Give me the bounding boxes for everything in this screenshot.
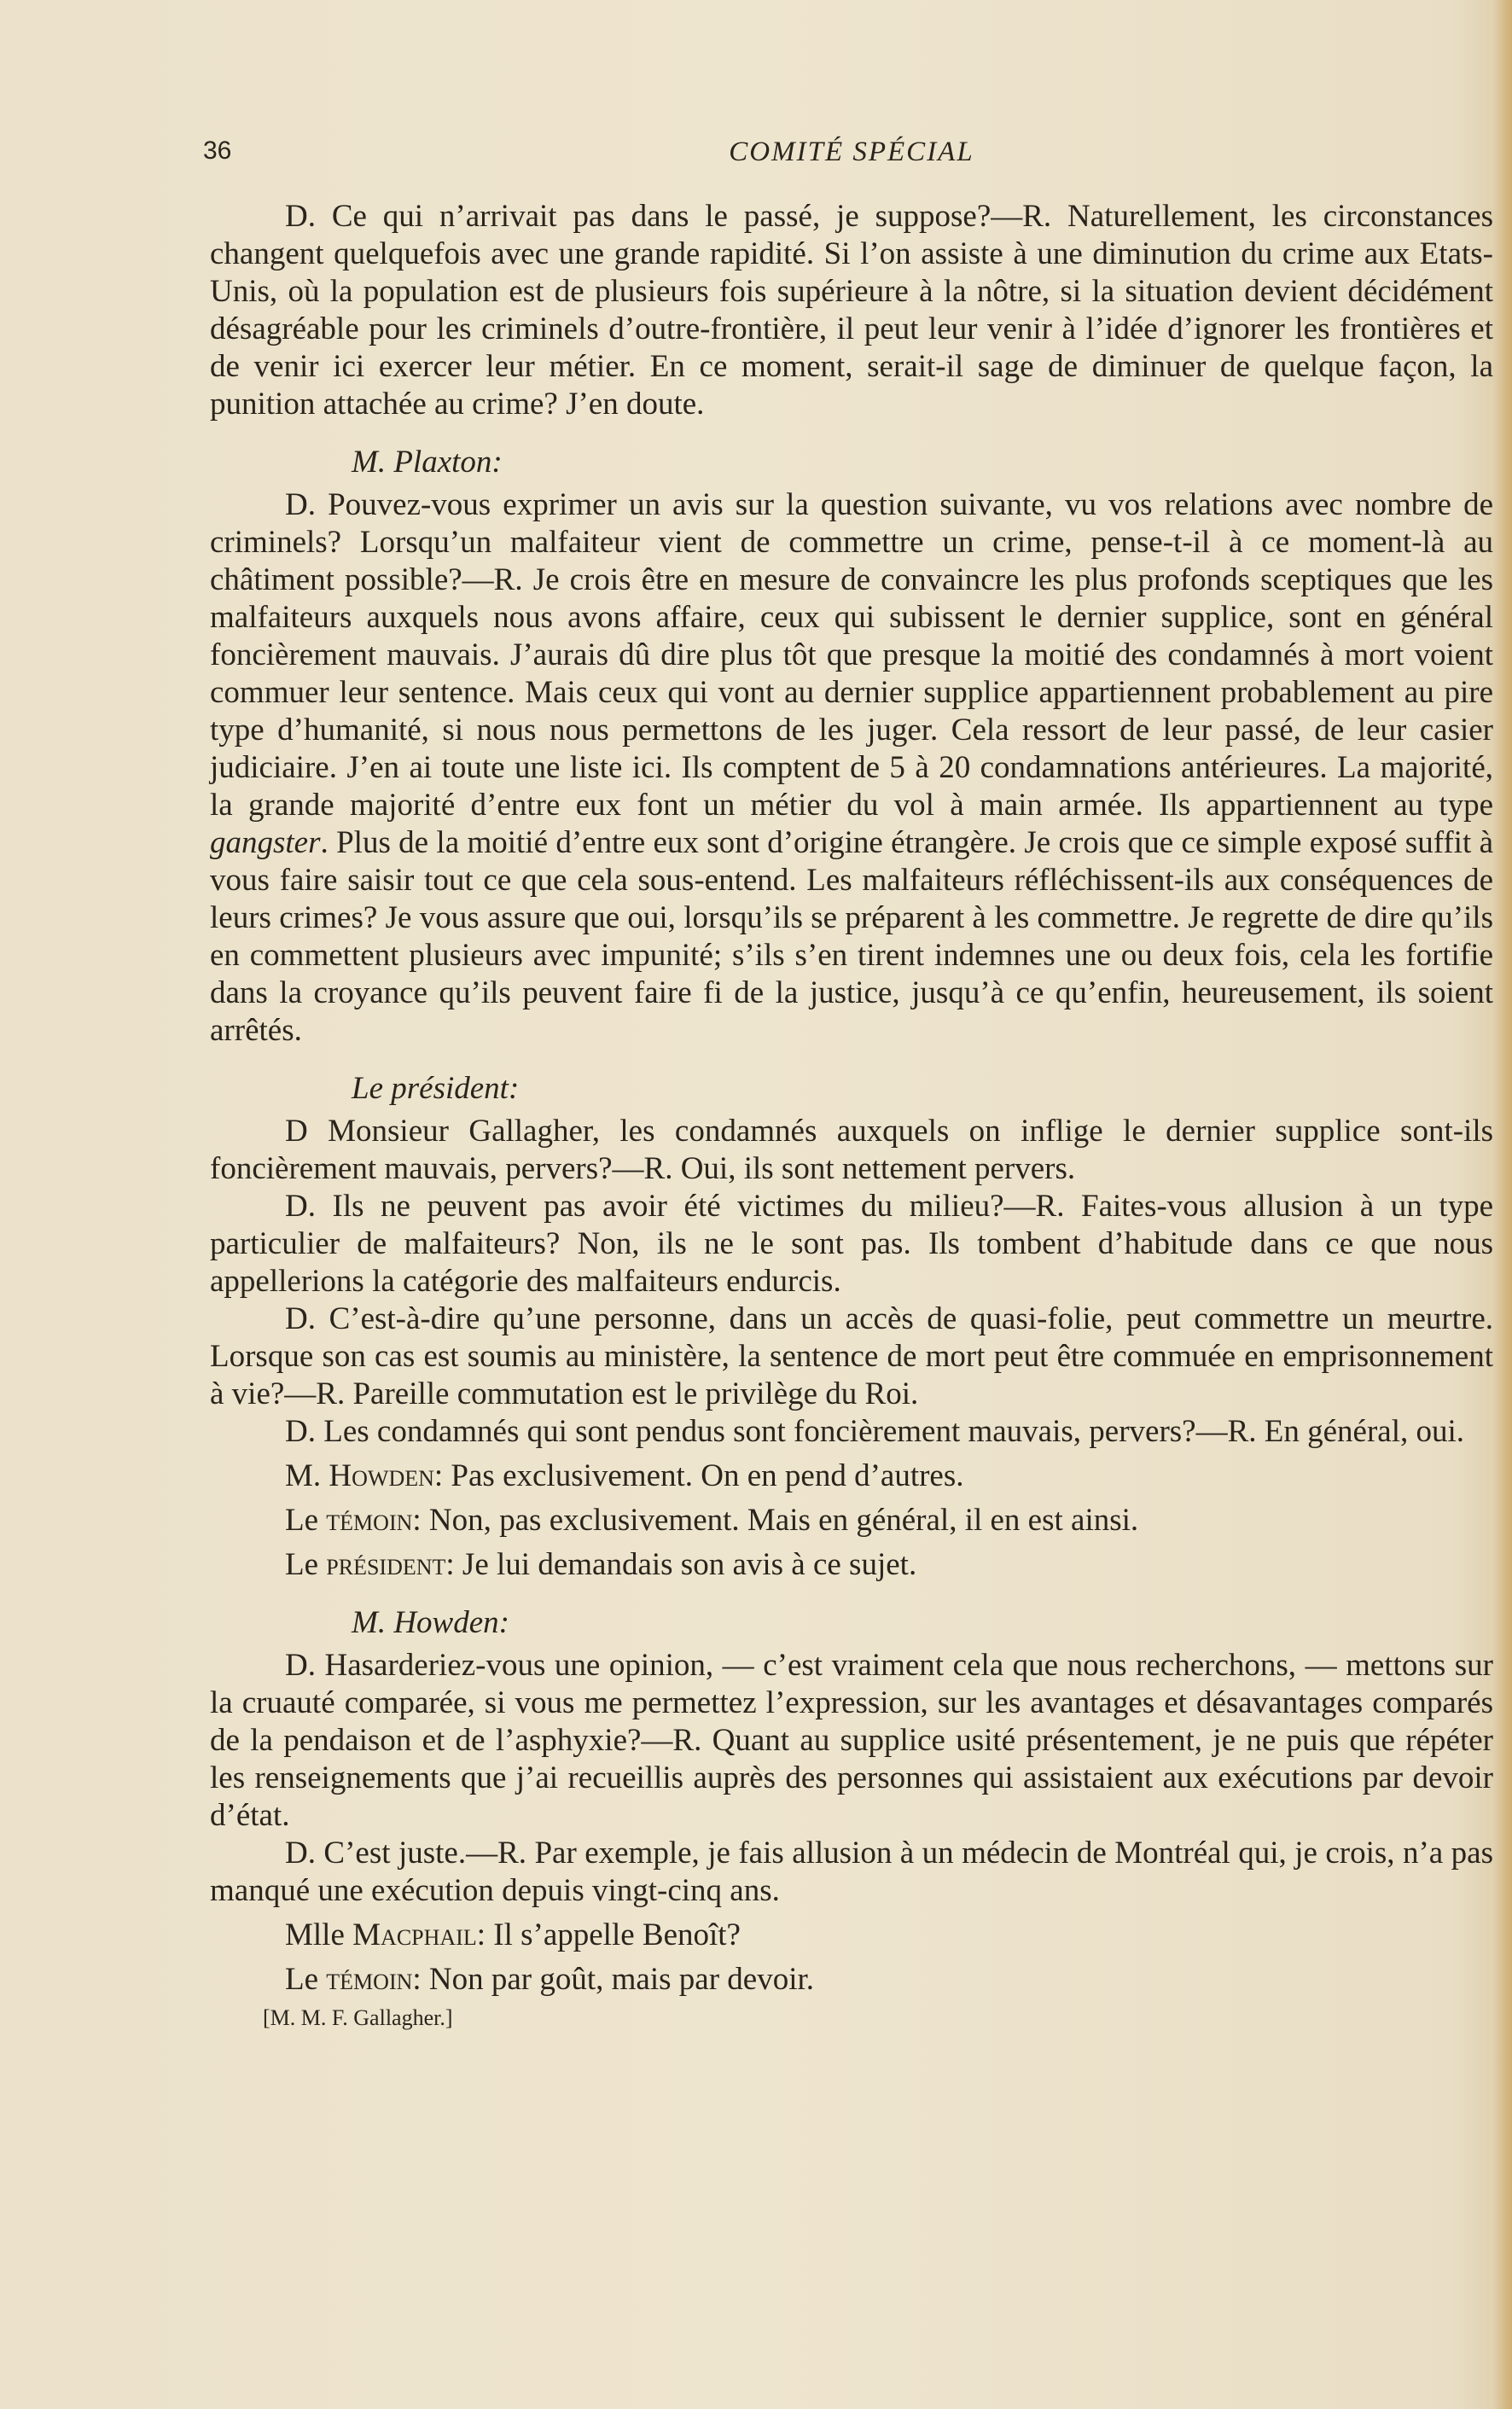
statement-macphail-prefix: Mlle [285,1917,353,1952]
statement-president [210,1546,1493,1584]
running-title: COMITÉ SPÉCIAL [729,137,974,167]
paragraph-2-text-end: . Plus de la moitié d’entre eux sont d’origine étrangère. Je crois que ce simple exposé suffit à vous faire saisir tout ce que cela sous-entend. Les malfaiteurs réfléchissent-ils aux conséquences de leurs crimes? Je vous assure que oui, lorsqu’ils se préparent à les commettre. Je regrette de dire qu’ils en commettent plusieurs avec impunité; s’ils s’en tirent indemnes une ou deux fois, cela les fortifie dans la croyance qu’ils peuvent faire fi de la justice, jusqu’à ce qu’enfin, heureusement, ils soient arrêtés. [210,825,1493,1048]
statement-temoin-1-prefix: Le [285,1503,327,1538]
paragraph-8: D. C’est juste.—R. Par exemple, je fais allusion à un médecin de Montréal qui, je crois, n’a pas manqué une exécution depuis vingt-cinq ans. [210,1836,1493,1908]
statement-president-text: : Je lui demandais son avis à ce sujet. [445,1547,917,1582]
statement-howden-text: : Pas exclusivement. On en pend d’autres. [433,1458,964,1493]
page-edge-shadow [1493,0,1512,2409]
statement-macphail [210,1917,1493,1954]
paragraph-2 [210,486,1493,1050]
statement-howden-speaker: Howden [329,1458,434,1493]
statement-temoin-2 [210,1961,1493,1999]
statement-howden [210,1458,1493,1495]
paragraph-5: D. C’est-à-dire qu’une personne, dans un accès de quasi-folie, peut commettre un meurtre. Lorsque son cas est soumis au ministère, la sentence de mort peut être commuée en emprisonnement à vie?—R. Pareille commutation est le privilège du Roi. [210,1301,1493,1411]
paragraph-1: D. Ce qui n’arrivait pas dans le passé, je suppose?—R. Naturellement, les circonstances changent quelquefois avec une grande rapidité. Si l’on assiste à une diminution du crime aux Etats-Unis, où la population est de plusieurs fois supérieure à la nôtre, si la situation devient décidément désagréable pour les criminels d’outre-frontière, il peut leur venir à l’idée d’ignorer les frontières et de venir ici exercer leur métier. En ce moment, serait-il sage de diminuer de quelque façon, la punition attachée au crime? J’en doute. [210,199,1493,422]
statement-temoin-2-speaker: témoin [326,1962,413,1997]
speaker-heading-president: Le président: [352,1071,520,1106]
paragraph-2-text: D. Pouvez-vous exprimer un avis sur la question suivante, vu vos relations avec nombre de criminels? Lorsqu’un malfaiteur vient de commettre un crime, pense-t-il à ce moment-là au châtiment possible?—R. Je crois être en mesure de convaincre les plus profonds sceptiques que les malfaiteurs auxquels nous avons affaire, ceux qui subissent le dernier supplice, sont en général foncièrement mauvais. J’aurais dû dire plus tôt que presque la moitié des condamnés à mort voient commuer leur sentence. Mais ceux qui vont au dernier supplice appartiennent probablement au pire type d’humanité, si nous nous permettons de les juger. Cela ressort de leur passé, de leur casier judiciaire. J’en ai toute une liste ici. Ils comptent de 5 à 20 condamnations antérieures. La majorité, la grande majorité d’entre eux font un métier du vol à main armée. Ils appartiennent au type [210,487,1493,823]
paragraph-7: D. Hasarderiez-vous une opinion, — c’est vraiment cela que nous recherchons, — mettons sur la cruauté comparée, si vous me permettez l’expression, sur les avantages et désavantages comparés de la pendaison et de l’asphyxie?—R. Quant au supplice usité présentement, je ne puis que répéter les renseignements que j’ai recueillis auprès des personnes qui assistaient aux exécutions par devoir d’état. [210,1648,1493,1833]
statement-temoin-2-text: : Non par goût, mais par devoir. [412,1962,815,1997]
statement-macphail-text: : Il s’appelle Benoît? [476,1917,741,1952]
paragraph-4: D. Ils ne peuvent pas avoir été victimes du milieu?—R. Faites-vous allusion à un type particulier de malfaiteurs? Non, ils ne le sont pas. Ils tombent d’habitude dans ce que nous appellerions la catégorie des malfaiteurs endurcis. [210,1189,1493,1299]
statement-president-prefix: Le [285,1547,327,1582]
page-body [210,198,1493,2033]
statement-macphail-speaker: Macphail [352,1917,477,1952]
statement-president-speaker: président [326,1547,446,1582]
statement-howden-prefix: M. [285,1458,329,1493]
statement-temoin-2-prefix: Le [285,1962,327,1997]
page-number: 36 [203,137,232,165]
speaker-heading-howden: M. Howden: [352,1605,509,1640]
page-header [203,137,1500,177]
paragraph-2-italic-term: gangster [210,825,321,860]
paragraph-3: D Monsieur Gallagher, les condamnés auxquels on inflige le dernier supplice sont-ils foncièrement mauvais, pervers?—R. Oui, ils sont nettement pervers. [210,1114,1493,1186]
paragraph-6: D. Les condamnés qui sont pendus sont foncièrement mauvais, pervers?—R. En général, oui. [285,1414,1465,1449]
statement-temoin-1 [210,1502,1493,1539]
statement-temoin-1-speaker: témoin [326,1503,413,1538]
statement-temoin-1-text: : Non, pas exclusivement. Mais en général, il en est ainsi. [412,1503,1139,1538]
witness-footnote: [M. M. F. Gallagher.] [263,2005,453,2030]
speaker-heading-plaxton: M. Plaxton: [352,445,503,480]
